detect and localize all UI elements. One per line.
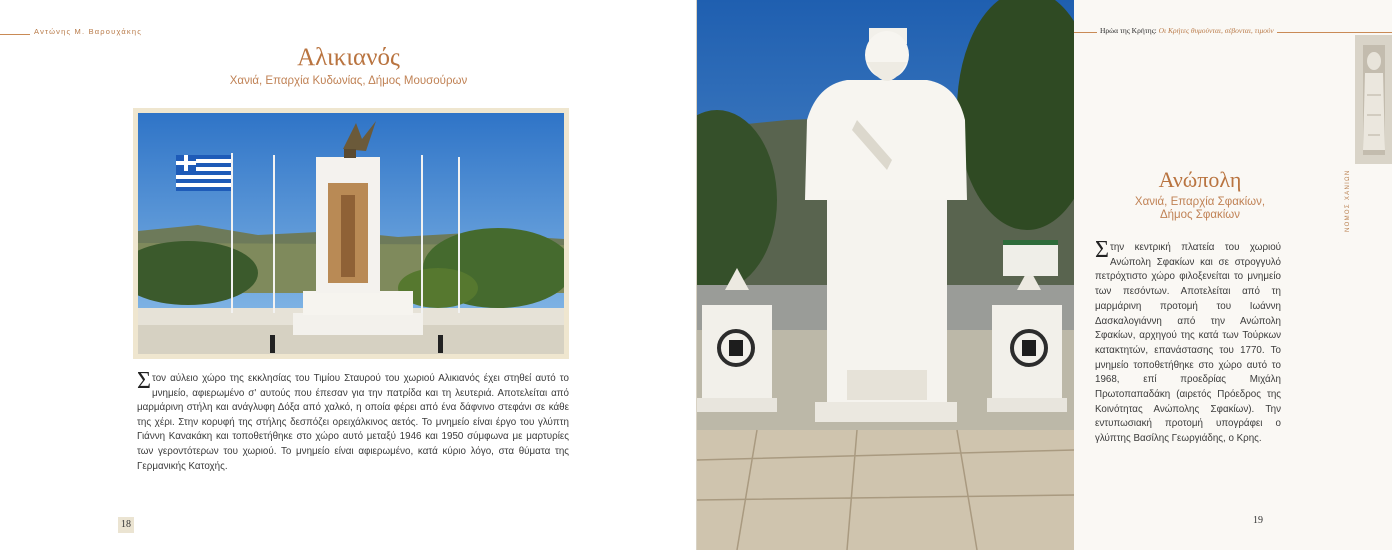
running-header-book [1097,26,1277,35]
statue-thumbnail [1355,35,1392,164]
running-header-prefix: Ηρώα της Κρήτης: [1100,26,1157,35]
page-number-left: 18 [118,517,134,533]
dropcap-left: Σ [137,368,151,394]
dropcap-right: Σ [1095,237,1109,263]
body-paragraph-left: τον αύλειο χώρο της εκκλησίας του Τιμίου Σταυρού του χωριού Αλικιανός έχει στηθεί αυτό το μνημείο, αφιερωμένο σ' αυτούς που έπεσαν για την πατρίδα και τη λευτεριά. Αποτελείται από μαρμάρινη στήλη και ανάγλυφη Δόξα από χαλκό, η οποία φέρει από ένα δάφνινο στεφάνι σε κάθε της χέρι. Στην κορυφή της στήλης δεσπόζει ορειχάλκινος αετός. Το μνημείο είναι έργο του γλύπτη Γιάννη Κανακάκη και τοποθετήθηκε στο χώρο αυτό μεταξύ 1946 και 1950 σύμφωνα με μαρτυρίες των γεροντότερων του χωριού. Το μνημείο είναι αφιερωμένο, κατά κύριο λόγο, στα θύματα της Γερμανικής Κατοχής. [137,373,569,472]
body-paragraph-right: την κεντρική πλατεία του χωριού Ανώπολη Σφακίων και σε στρογγυλό πετρόχτιστο χώρο φιλοξενείται το μνημείο των πεσόντων. Αποτελείται από τη μαρμάρινη προτομή του Ιωάννη Δασκαλογιάννη από την Ανώπολη Σφακίων, αρχηγού της κατά των Τούρκων κατακτητών, επανάστασης του 1770. Το μνημείο τοποθετήθηκε στο χώρο αυτό το 1968, επί προεδρίας Μιχάλη Πρωτοπαπαδάκη (αιρετός Πρόεδρος της Κοινότητας Ανώπολης Σφακίων). Την εντυπωσιακή προτομή υπογράφει ο γλύπτης Βασίλης Γεωργιάδης, ο Κρης. [1095,242,1281,445]
photo-frame [133,108,569,359]
right-page [697,0,1392,550]
running-header-subtitle: Οι Κρήτες θυμούνται, σέβονται, τιμούν [1158,26,1274,35]
page-title-right: Ανώπολη [1158,167,1242,192]
subtitle-line-1: Χανιά, Επαρχία Σφακίων, [1134,196,1266,208]
monument-photo-anopoli [697,0,1074,550]
subtitle-line-2: Δήμος Σφακίων [1159,209,1241,221]
region-label-vertical: ΝΟΜΟΣ ΧΑΝΙΩΝ [1345,169,1351,232]
page-number-right: 19 [1253,515,1263,526]
page-subtitle-right [1095,196,1305,222]
page-title: Αλικιανός [297,44,400,71]
body-text-right [1095,237,1281,447]
body-text-left [137,368,569,474]
running-header-author: Αντώνης Μ. Βαρουχάκης [30,27,146,36]
monument-photo-alikianos [138,113,564,354]
page-subtitle: Χανιά, Επαρχία Κυδωνίας, Δήμος Μουσούρων [229,75,468,87]
